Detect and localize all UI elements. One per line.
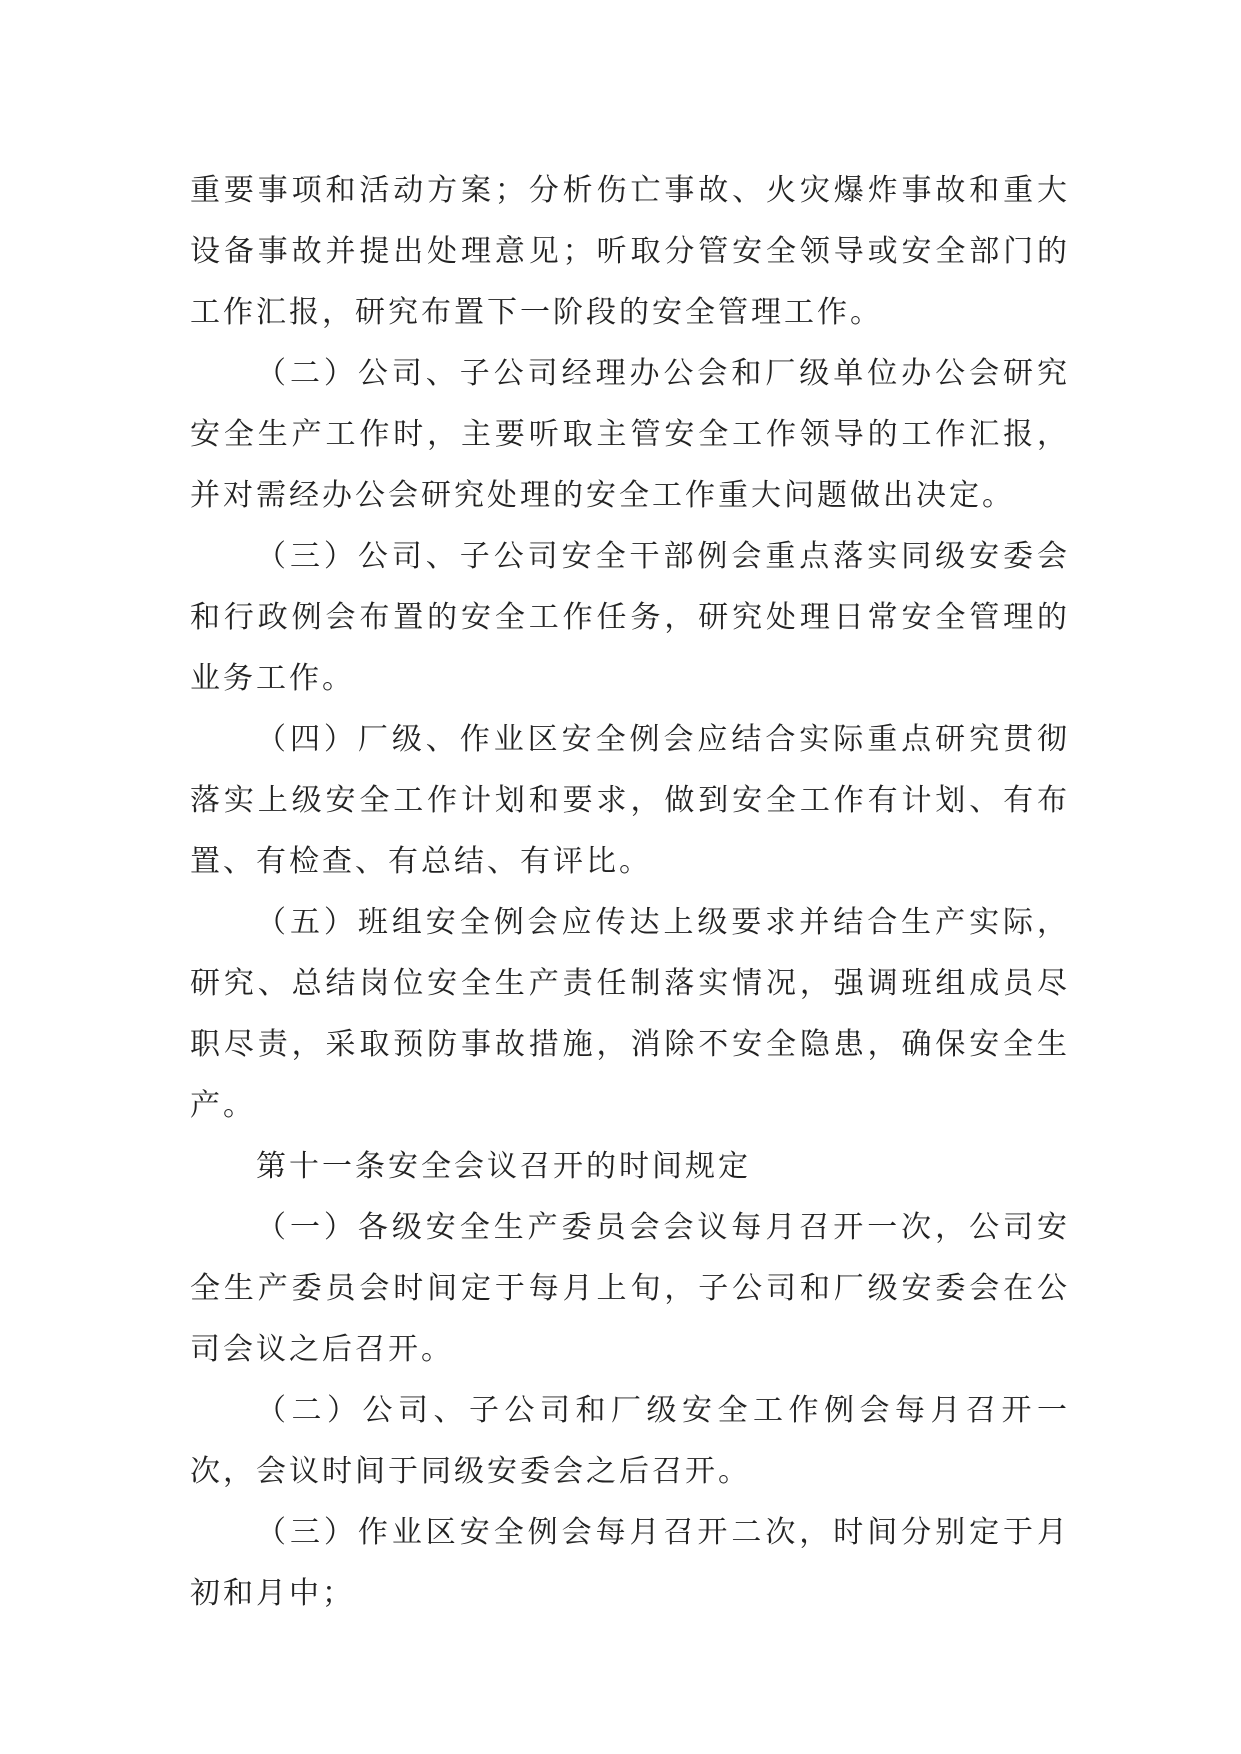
paragraph-3: （三）公司、子公司安全干部例会重点落实同级安委会和行政例会布置的安全工作任务，研究处理日常安全管理的业务工作。	[190, 539, 1070, 696]
paragraph-7: （二）公司、子公司和厂级安全工作例会每月召开一次，会议时间于同级安委会之后召开。	[190, 1393, 1070, 1489]
paragraph-5: （五）班组安全例会应传达上级要求并结合生产实际，研究、总结岗位安全生产责任制落实情况，强调班组成员尽职尽责，采取预防事故措施，消除不安全隐患，确保安全生产。	[190, 905, 1070, 1123]
document-body	[190, 160, 1070, 1624]
paragraph-2: （二）公司、子公司经理办公会和厂级单位办公会研究安全生产工作时，主要听取主管安全工作领导的工作汇报，并对需经办公会研究处理的安全工作重大问题做出决定。	[190, 356, 1070, 513]
paragraph-1: 重要事项和活动方案；分析伤亡事故、火灾爆炸事故和重大设备事故并提出处理意见；听取分管安全领导或安全部门的工作汇报，研究布置下一阶段的安全管理工作。	[190, 173, 1070, 330]
paragraph-4: （四）厂级、作业区安全例会应结合实际重点研究贯彻落实上级安全工作计划和要求，做到安全工作有计划、有布置、有检查、有总结、有评比。	[190, 722, 1070, 879]
article-heading: 第十一条安全会议召开的时间规定	[256, 1149, 751, 1184]
paragraph-6: （一）各级安全生产委员会会议每月召开一次，公司安全生产委员会时间定于每月上旬，子公司和厂级安委会在公司会议之后召开。	[190, 1210, 1070, 1367]
paragraph-8: （三）作业区安全例会每月召开二次，时间分别定于月初和月中；	[190, 1515, 1070, 1611]
